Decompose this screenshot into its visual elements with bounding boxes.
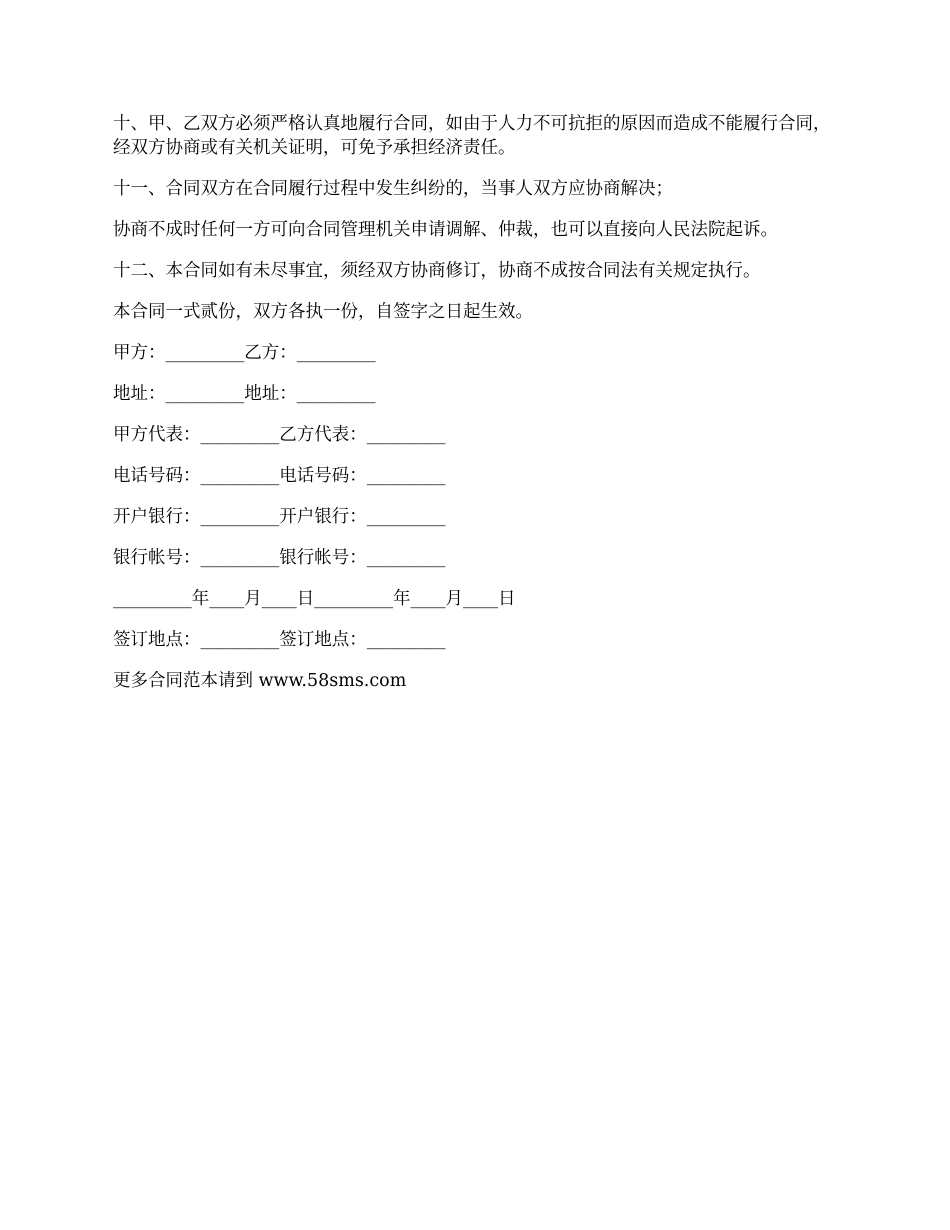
signing-place-line: 签订地点：_________签订地点：_________: [113, 630, 446, 650]
party-names-line: 甲方：_________乙方：_________: [113, 343, 376, 363]
document-body: [113, 112, 843, 710]
date-line: _________年____月____日_________年____月____日: [113, 589, 516, 609]
copies-clause: 本合同一式贰份，双方各执一份，自签字之日起生效。: [113, 302, 533, 322]
clause-eleven: 十一、合同双方在合同履行过程中发生纠纷的，当事人双方应协商解决；: [113, 179, 673, 199]
representative-line: 甲方代表：_________乙方代表：_________: [113, 425, 446, 445]
phone-line: 电话号码：_________电话号码：_________: [113, 466, 446, 486]
footer-link-text: 更多合同范本请到 www.58sms.com: [113, 671, 407, 691]
clause-eleven-continued: 协商不成时任何一方可向合同管理机关申请调解、仲裁，也可以直接向人民法院起诉。: [113, 220, 778, 240]
bank-account-line: 银行帐号：_________银行帐号：_________: [113, 548, 446, 568]
address-line: 地址：_________地址：_________: [113, 384, 376, 404]
clause-ten: 十、甲、乙双方必须严格认真地履行合同，如由于人力不可抗拒的原因而造成不能履行合同，经双方协商或有关机关证明，可免予承担经济责任。: [113, 114, 831, 158]
bank-line: 开户银行：_________开户银行：_________: [113, 507, 446, 527]
clause-twelve: 十二、本合同如有未尽事宜，须经双方协商修订，协商不成按合同法有关规定执行。: [113, 261, 761, 281]
